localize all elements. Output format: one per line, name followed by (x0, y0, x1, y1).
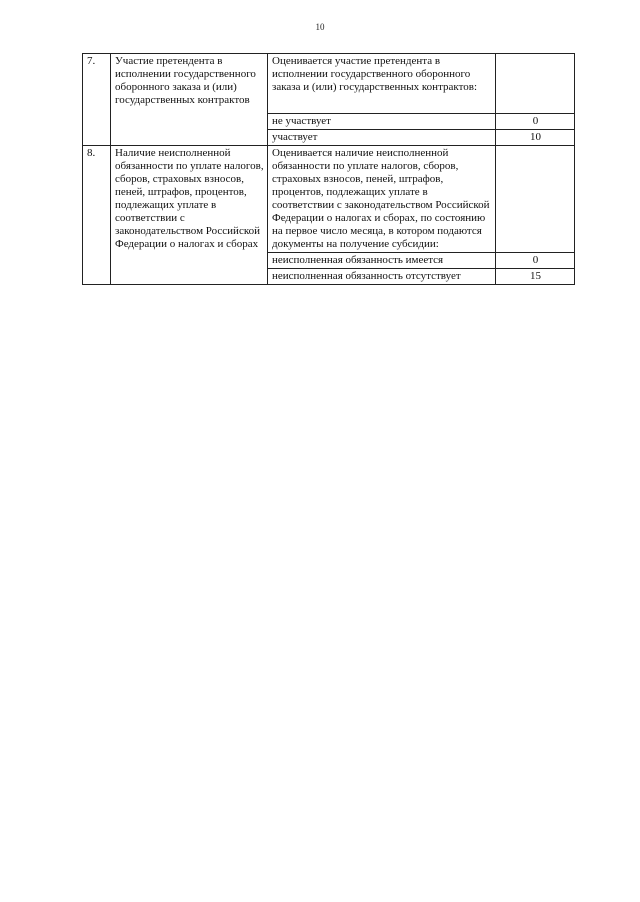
criterion-description (268, 146, 496, 253)
criterion-description-text: Оценивается наличие неисполненной обязанности по уплате налогов, сборов, страховых взносов, пеней, штрафов, процентов, подлежащих уплате в соответствии с законодательством Российской Федерации о налогах и сборах, по состоянию на первое число месяца, в котором подаются документы на получение субсидии: (272, 147, 490, 250)
criterion-name-text: Наличие неисполненной обязанности по уплате налогов, сборов, страховых взносов, пеней, штрафов, процентов, подлежащих уплате в соответствии с законодательством Российской Федерации о налогах и сборах (115, 147, 264, 250)
option-score: 10 (496, 130, 575, 146)
criterion-description-text: Оценивается участие претендента в исполнении государственного оборонного заказа и (или) государственных контрактов: (272, 55, 477, 93)
option-score: 0 (496, 253, 575, 269)
option-label: участвует (268, 130, 496, 146)
criterion-name (111, 146, 268, 285)
criterion-score-header (496, 54, 575, 114)
criterion-row-7 (83, 54, 575, 114)
criterion-number: 7. (83, 54, 111, 146)
criterion-description (268, 54, 496, 114)
criterion-name-text: Участие претендента в исполнении государственного оборонного заказа и (или) государственных контрактов (115, 55, 256, 106)
option-label: не участвует (268, 114, 496, 130)
option-label: неисполненная обязанность имеется (268, 253, 496, 269)
criterion-score-header (496, 146, 575, 253)
criteria-table (82, 53, 575, 285)
option-label: неисполненная обязанность отсутствует (268, 269, 496, 285)
criterion-number: 8. (83, 146, 111, 285)
option-score: 0 (496, 114, 575, 130)
criterion-name (111, 54, 268, 146)
criterion-row-8 (83, 146, 575, 253)
page-number: 10 (315, 22, 325, 32)
option-score: 15 (496, 269, 575, 285)
